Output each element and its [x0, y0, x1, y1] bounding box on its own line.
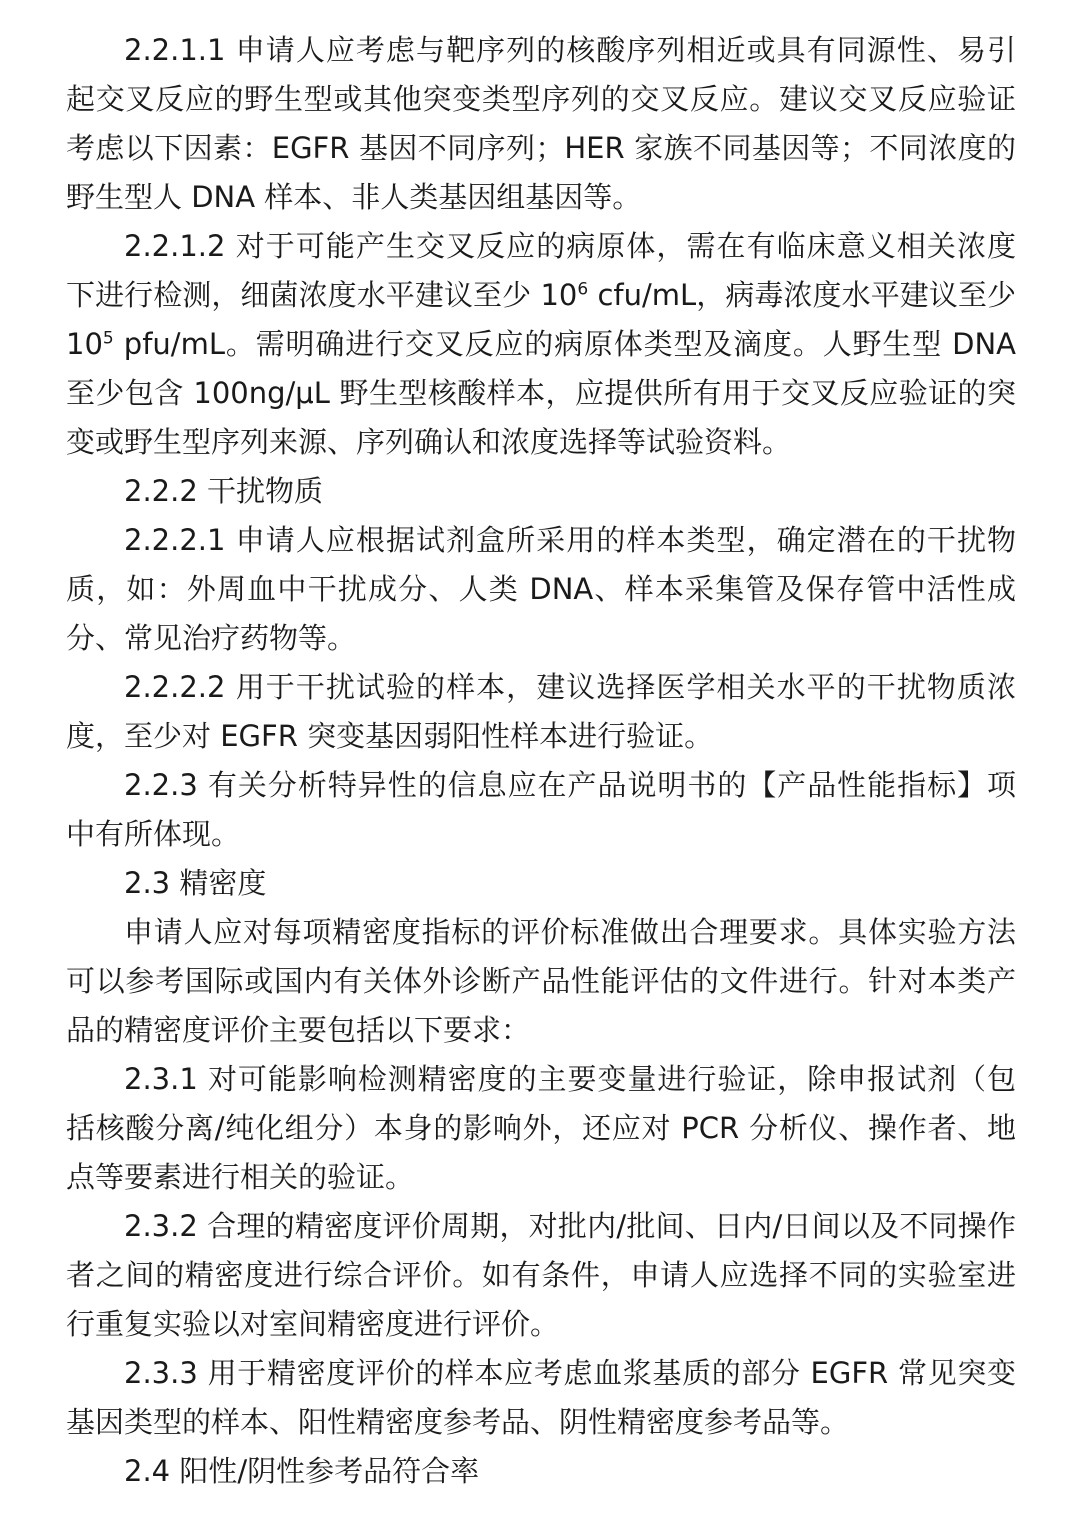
- paragraph-2-3-3: [66, 1349, 1016, 1447]
- heading-2-3: [66, 859, 1016, 908]
- paragraph-text: 2.2.1.2 对于可能产生交叉反应的病原体，需在有临床意义相关浓度下进行检测，细菌浓度水平建议至少 10: [66, 229, 1016, 312]
- paragraph-2-3-intro: [66, 908, 1016, 1055]
- paragraph-text: 2.3.2 合理的精密度评价周期，对批内/批间、日内/日间以及不同操作者之间的精密度进行综合评价。如有条件，申请人应选择不同的实验室进行重复实验以对室间精密度进行评价。: [66, 1209, 1016, 1341]
- heading-2-2-2: [66, 467, 1016, 516]
- paragraph-2-2-1-2: [66, 222, 1016, 467]
- paragraph-text: 2.2.2.2 用于干扰试验的样本，建议选择医学相关水平的干扰物质浓度，至少对 EGFR 突变基因弱阳性样本进行验证。: [66, 670, 1016, 753]
- superscript-exponent: 5: [102, 328, 114, 349]
- heading-text: 2.3 精密度: [124, 866, 267, 900]
- paragraph-2-3-2: [66, 1202, 1016, 1349]
- paragraph-2-2-1-1: [66, 26, 1016, 222]
- paragraph-2-2-3: [66, 761, 1016, 859]
- paragraph-text: 2.3.3 用于精密度评价的样本应考虑血浆基质的部分 EGFR 常见突变基因类型的样本、阳性精密度参考品、阴性精密度参考品等。: [66, 1356, 1016, 1439]
- paragraph-text-tail: pfu/mL。需明确进行交叉反应的病原体类型及滴度。人野生型 DNA 至少包含 100ng/μL 野生型核酸样本，应提供所有用于交叉反应验证的突变或野生型序列来源、序列确认和浓度选择等试验资料。: [66, 327, 1016, 459]
- paragraph-text: 2.2.3 有关分析特异性的信息应在产品说明书的【产品性能指标】项中有所体现。: [66, 768, 1016, 851]
- paragraph-text: 2.2.2.1 申请人应根据试剂盒所采用的样本类型，确定潜在的干扰物质，如：外周血中干扰成分、人类 DNA、样本采集管及保存管中活性成分、常见治疗药物等。: [66, 523, 1016, 655]
- paragraph-2-2-2-2: [66, 663, 1016, 761]
- paragraph-text: 申请人应对每项精密度指标的评价标准做出合理要求。具体实验方法可以参考国际或国内有关体外诊断产品性能评估的文件进行。针对本类产品的精密度评价主要包括以下要求：: [66, 915, 1016, 1047]
- superscript-exponent: 6: [577, 279, 589, 300]
- heading-2-4: [66, 1447, 1016, 1496]
- paragraph-text: 2.3.1 对可能影响检测精密度的主要变量进行验证，除申报试剂（包括核酸分离/纯化组分）本身的影响外，还应对 PCR 分析仪、操作者、地点等要素进行相关的验证。: [66, 1062, 1016, 1194]
- heading-text: 2.4 阳性/阴性参考品符合率: [124, 1454, 480, 1488]
- paragraph-2-2-2-1: [66, 516, 1016, 663]
- paragraph-text: 2.2.1.1 申请人应考虑与靶序列的核酸序列相近或具有同源性、易引起交叉反应的野生型或其他突变类型序列的交叉反应。建议交叉反应验证考虑以下因素：EGFR 基因不同序列；HER 家族不同基因等；不同浓度的野生型人 DNA 样本、非人类基因组基因等。: [66, 33, 1016, 214]
- heading-text: 2.2.2 干扰物质: [124, 474, 324, 508]
- paragraph-text-mid: cfu/mL，病毒浓度水平建议至少 10: [66, 278, 1016, 361]
- paragraph-2-3-1: [66, 1055, 1016, 1202]
